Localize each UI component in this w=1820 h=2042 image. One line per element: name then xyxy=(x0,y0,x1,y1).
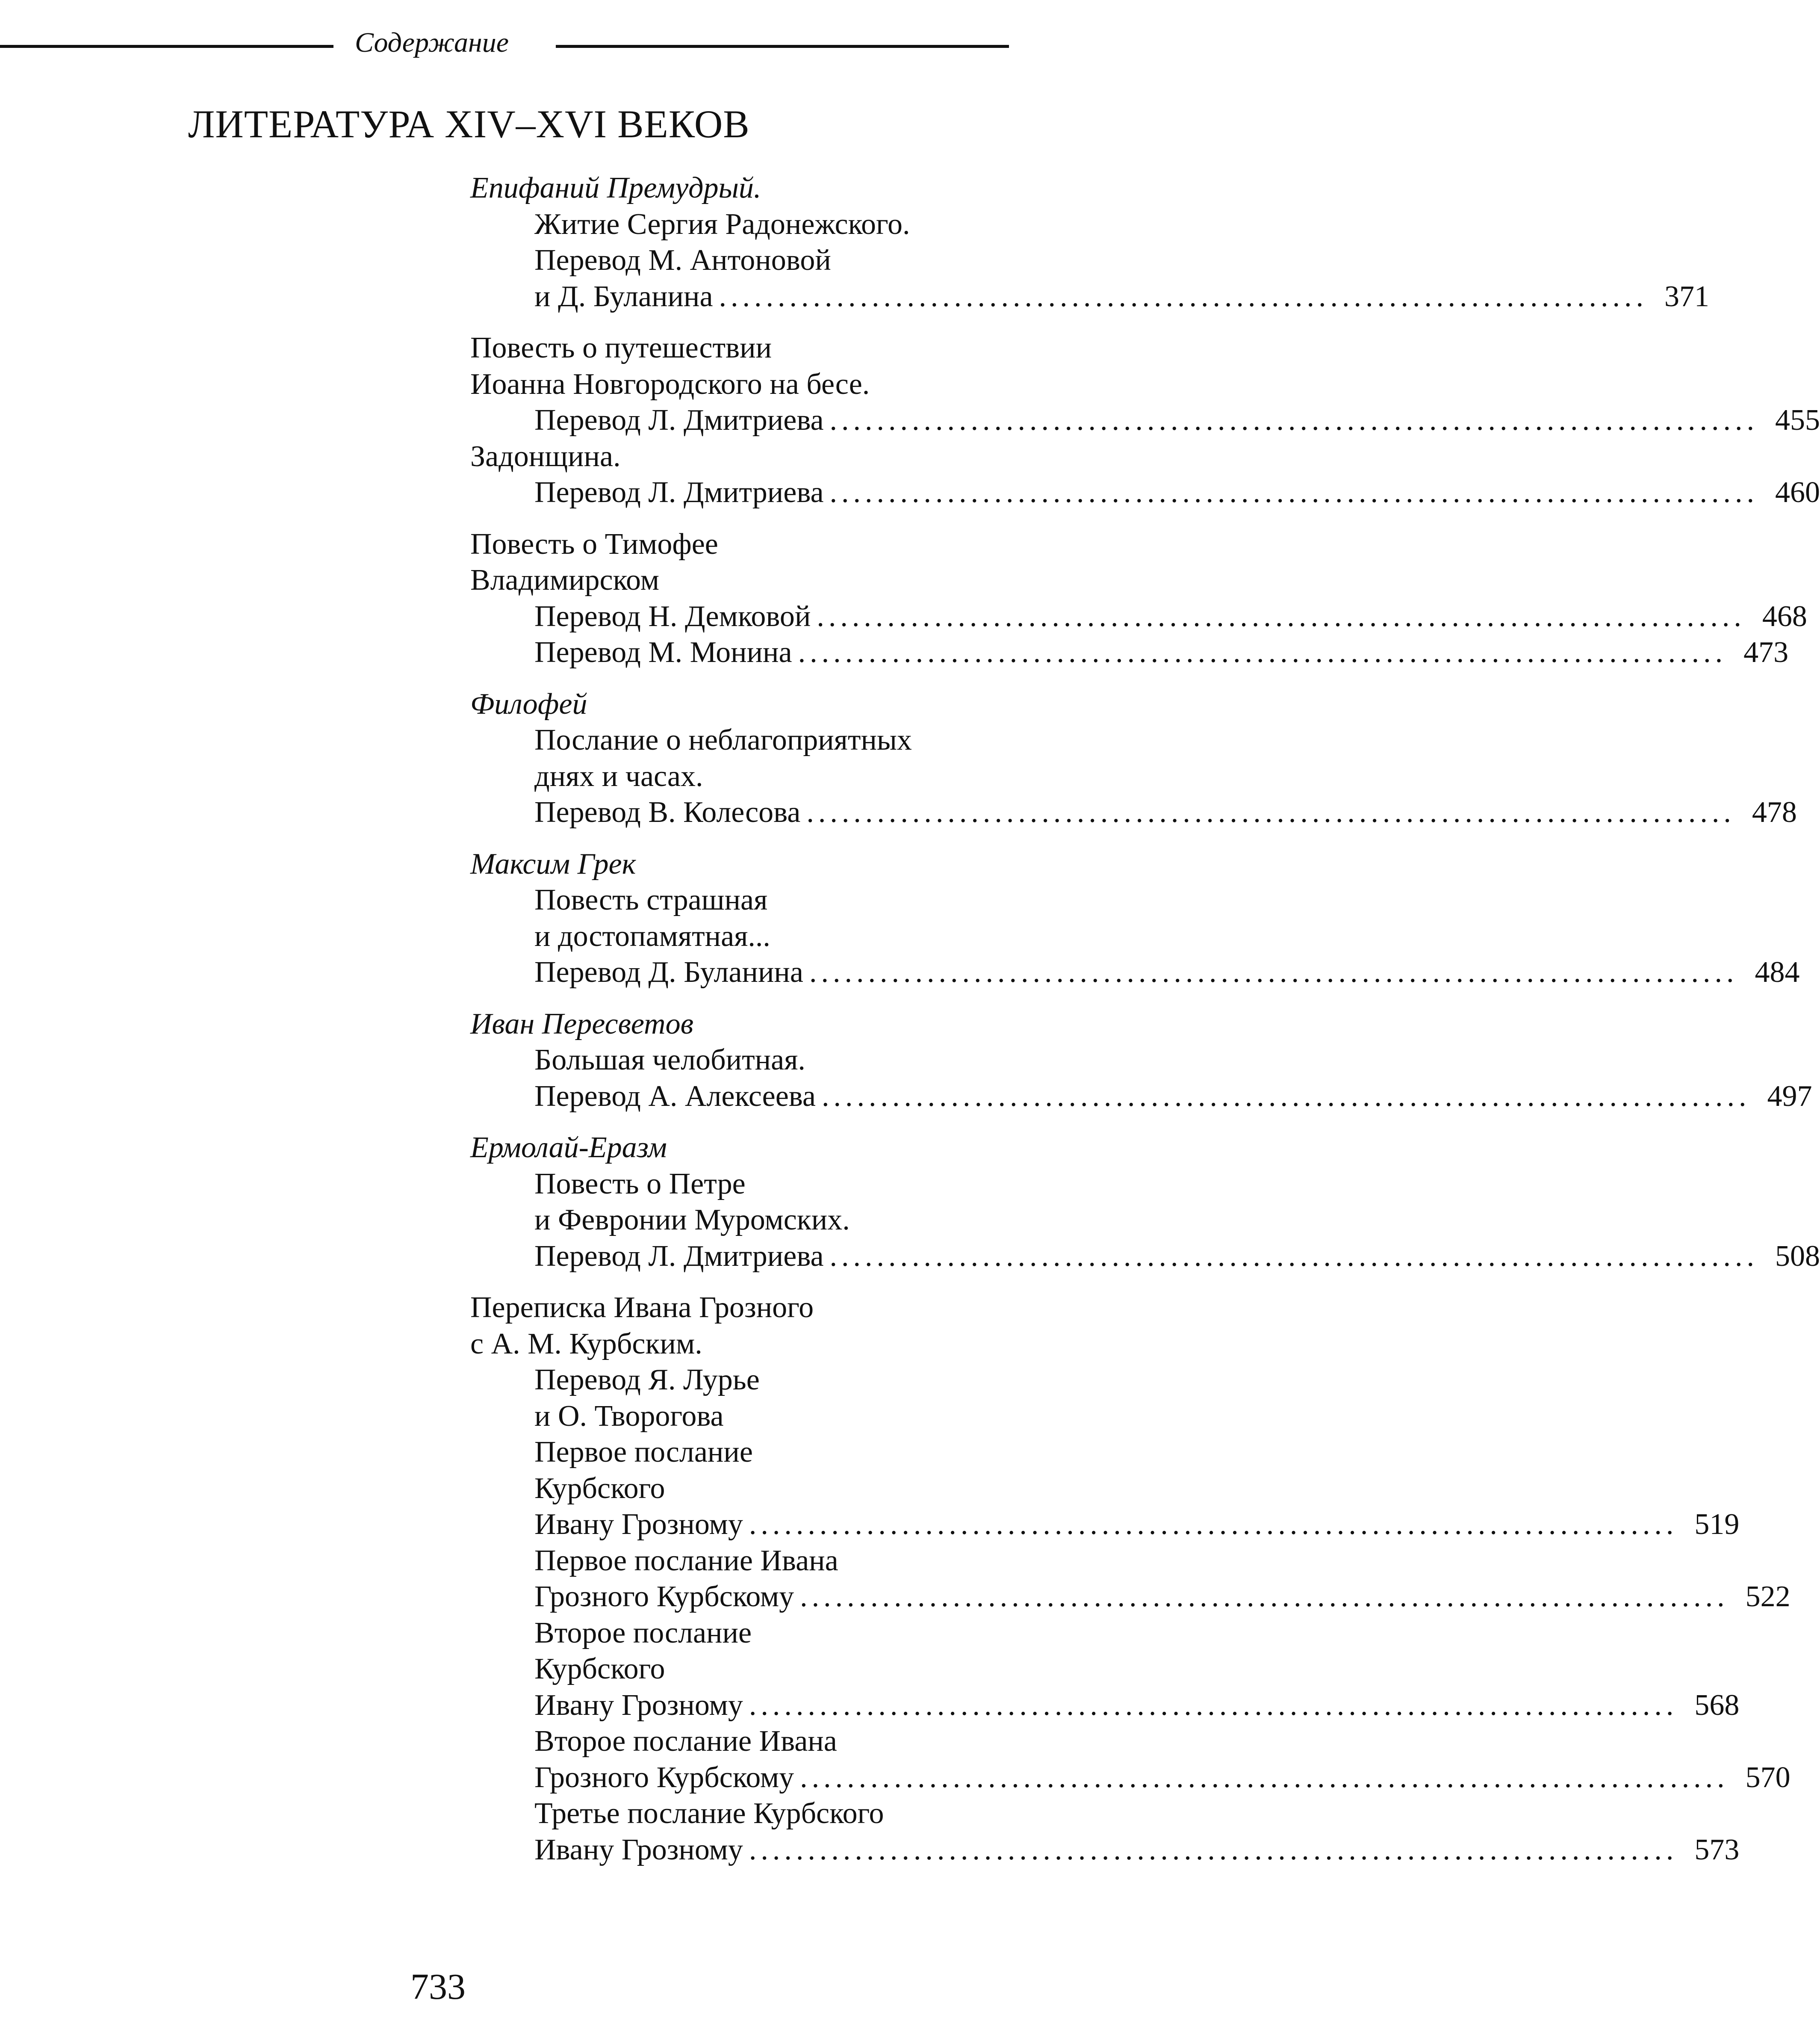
toc-group xyxy=(470,686,1797,831)
running-head xyxy=(0,19,1009,66)
toc-entry-title: Грозного Курбскому xyxy=(534,1761,794,1794)
toc-entry-title: Перевод В. Колесова xyxy=(534,796,801,829)
toc-entry xyxy=(470,1687,1740,1724)
toc-entry xyxy=(470,795,1797,831)
toc-line: Переписка Ивана Грозного xyxy=(470,1291,814,1324)
toc-entry xyxy=(470,635,1789,671)
dot-leader: ............................................................................... xyxy=(749,1688,1678,1722)
toc-group xyxy=(470,330,1820,511)
toc-page-number: 522 xyxy=(1745,1580,1791,1613)
toc-line: Перевод М. Антоновой xyxy=(534,244,831,277)
toc-line: Повесть о Тимофее xyxy=(470,527,718,561)
toc-entry xyxy=(470,1832,1740,1868)
toc-page-number: 519 xyxy=(1694,1508,1740,1541)
page-number: 733 xyxy=(410,1966,466,2007)
toc-page-number: 468 xyxy=(1762,600,1807,633)
header-rule-left xyxy=(0,45,333,48)
dot-leader: ............................................................................... xyxy=(817,600,1746,633)
dot-leader: ............................................................................... xyxy=(809,956,1738,989)
toc-line: Первое послание Ивана xyxy=(534,1544,838,1577)
dot-leader: ............................................................................... xyxy=(749,1508,1678,1541)
toc-page-number: 508 xyxy=(1775,1239,1820,1273)
toc-line: Иоанна Новгородского на бесе. xyxy=(470,367,870,401)
toc-page-number: 568 xyxy=(1694,1688,1740,1722)
toc-page-number: 460 xyxy=(1775,476,1820,509)
toc-line: Курбского xyxy=(534,1652,665,1685)
toc-line: Большая челобитная. xyxy=(534,1043,805,1076)
toc-author: Филофей xyxy=(470,687,587,721)
toc-line: Повесть страшная xyxy=(534,884,768,916)
toc-entry-title: Перевод Л. Дмитриева xyxy=(534,1239,824,1273)
toc-page-number: 478 xyxy=(1752,796,1797,829)
toc-page-number: 573 xyxy=(1694,1833,1740,1866)
dot-leader: ............................................................................... xyxy=(829,1239,1759,1273)
toc-line: с А. М. Курбским. xyxy=(470,1327,702,1360)
dot-leader: ............................................................................... xyxy=(822,1079,1751,1113)
toc-entry xyxy=(470,1579,1791,1615)
header-rule-right xyxy=(556,45,1009,48)
toc-line: днях и часах. xyxy=(534,759,703,793)
toc-line: Второе послание Ивана xyxy=(534,1725,837,1758)
toc-page-number: 455 xyxy=(1775,404,1820,437)
toc-entry xyxy=(470,1238,1820,1275)
dot-leader: ............................................................................... xyxy=(800,1580,1729,1613)
toc-author: Ермолай-Еразм xyxy=(470,1131,667,1164)
toc-page-number: 371 xyxy=(1664,280,1710,313)
toc-entry-title: Грозного Курбскому xyxy=(534,1580,794,1613)
dot-leader: ............................................................................... xyxy=(806,796,1735,829)
toc-author: Максим Грек xyxy=(470,847,636,881)
toc-entry xyxy=(470,1507,1740,1543)
toc-entry-title: Ивану Грозному xyxy=(534,1833,743,1866)
toc-entry-title: Перевод Н. Демковой xyxy=(534,600,811,633)
toc-page-number: 473 xyxy=(1743,636,1789,669)
toc-entry xyxy=(470,279,1710,315)
toc-line: Второе послание xyxy=(534,1616,752,1649)
toc-entry xyxy=(470,1079,1812,1115)
toc-page-number: 497 xyxy=(1767,1079,1812,1113)
toc-group xyxy=(470,526,1807,671)
toc-author: Иван Пересветов xyxy=(470,1007,693,1040)
toc-entry xyxy=(470,1760,1791,1796)
toc-group xyxy=(470,1290,1791,1868)
toc-line: Послание о неблагоприятных xyxy=(534,724,912,757)
table-of-contents xyxy=(470,170,1820,1868)
toc-author: Епифаний Премудрый. xyxy=(470,171,761,204)
toc-line: Первое послание xyxy=(534,1436,753,1469)
toc-entry xyxy=(470,402,1820,439)
toc-page-number: 484 xyxy=(1755,956,1800,989)
toc-page-number: 570 xyxy=(1745,1761,1791,1794)
toc-entry-title: Перевод М. Монина xyxy=(534,636,792,669)
section-title: ЛИТЕРАТУРА XIV–XVI ВЕКОВ xyxy=(188,102,750,146)
toc-entry xyxy=(470,599,1807,635)
dot-leader: ............................................................................... xyxy=(749,1833,1678,1866)
toc-group xyxy=(470,846,1800,991)
toc-line: Житие Сергия Радонежского. xyxy=(534,207,910,241)
toc-group xyxy=(470,1006,1812,1115)
toc-line: Повесть о Петре xyxy=(534,1167,746,1200)
toc-line: Третье послание Курбского xyxy=(534,1797,884,1830)
toc-entry xyxy=(470,955,1800,991)
running-title: Содержание xyxy=(355,27,509,58)
toc-line: и достопамятная... xyxy=(534,919,770,953)
toc-line: Курбского xyxy=(534,1472,665,1505)
toc-entry-title: Перевод Л. Дмитриева xyxy=(534,476,824,509)
toc-entry-title: и Д. Буланина xyxy=(534,280,713,313)
toc-entry xyxy=(470,475,1820,511)
toc-line: Повесть о путешествии xyxy=(470,331,772,364)
dot-leader: ............................................................................... xyxy=(798,636,1727,669)
toc-line: Задонщина. xyxy=(470,440,621,473)
toc-entry-title: Ивану Грозному xyxy=(534,1508,743,1541)
toc-group xyxy=(470,170,1710,315)
toc-entry-title: Перевод Д. Буланина xyxy=(534,956,803,989)
toc-entry-title: Перевод Л. Дмитриева xyxy=(534,404,824,437)
dot-leader: ............................................................................... xyxy=(829,404,1759,437)
dot-leader: ............................................................................... xyxy=(719,280,1648,313)
dot-leader: ............................................................................... xyxy=(829,476,1759,509)
dot-leader: ............................................................................... xyxy=(800,1761,1729,1794)
toc-group xyxy=(470,1130,1820,1274)
toc-line: и О. Творогова xyxy=(534,1399,724,1433)
toc-line: Перевод Я. Лурье xyxy=(534,1363,760,1396)
toc-line: Владимирском xyxy=(470,564,660,597)
toc-entry-title: Перевод А. Алексеева xyxy=(534,1079,816,1113)
toc-line: и Февронии Муромских. xyxy=(534,1203,850,1236)
toc-entry-title: Ивану Грозному xyxy=(534,1688,743,1722)
